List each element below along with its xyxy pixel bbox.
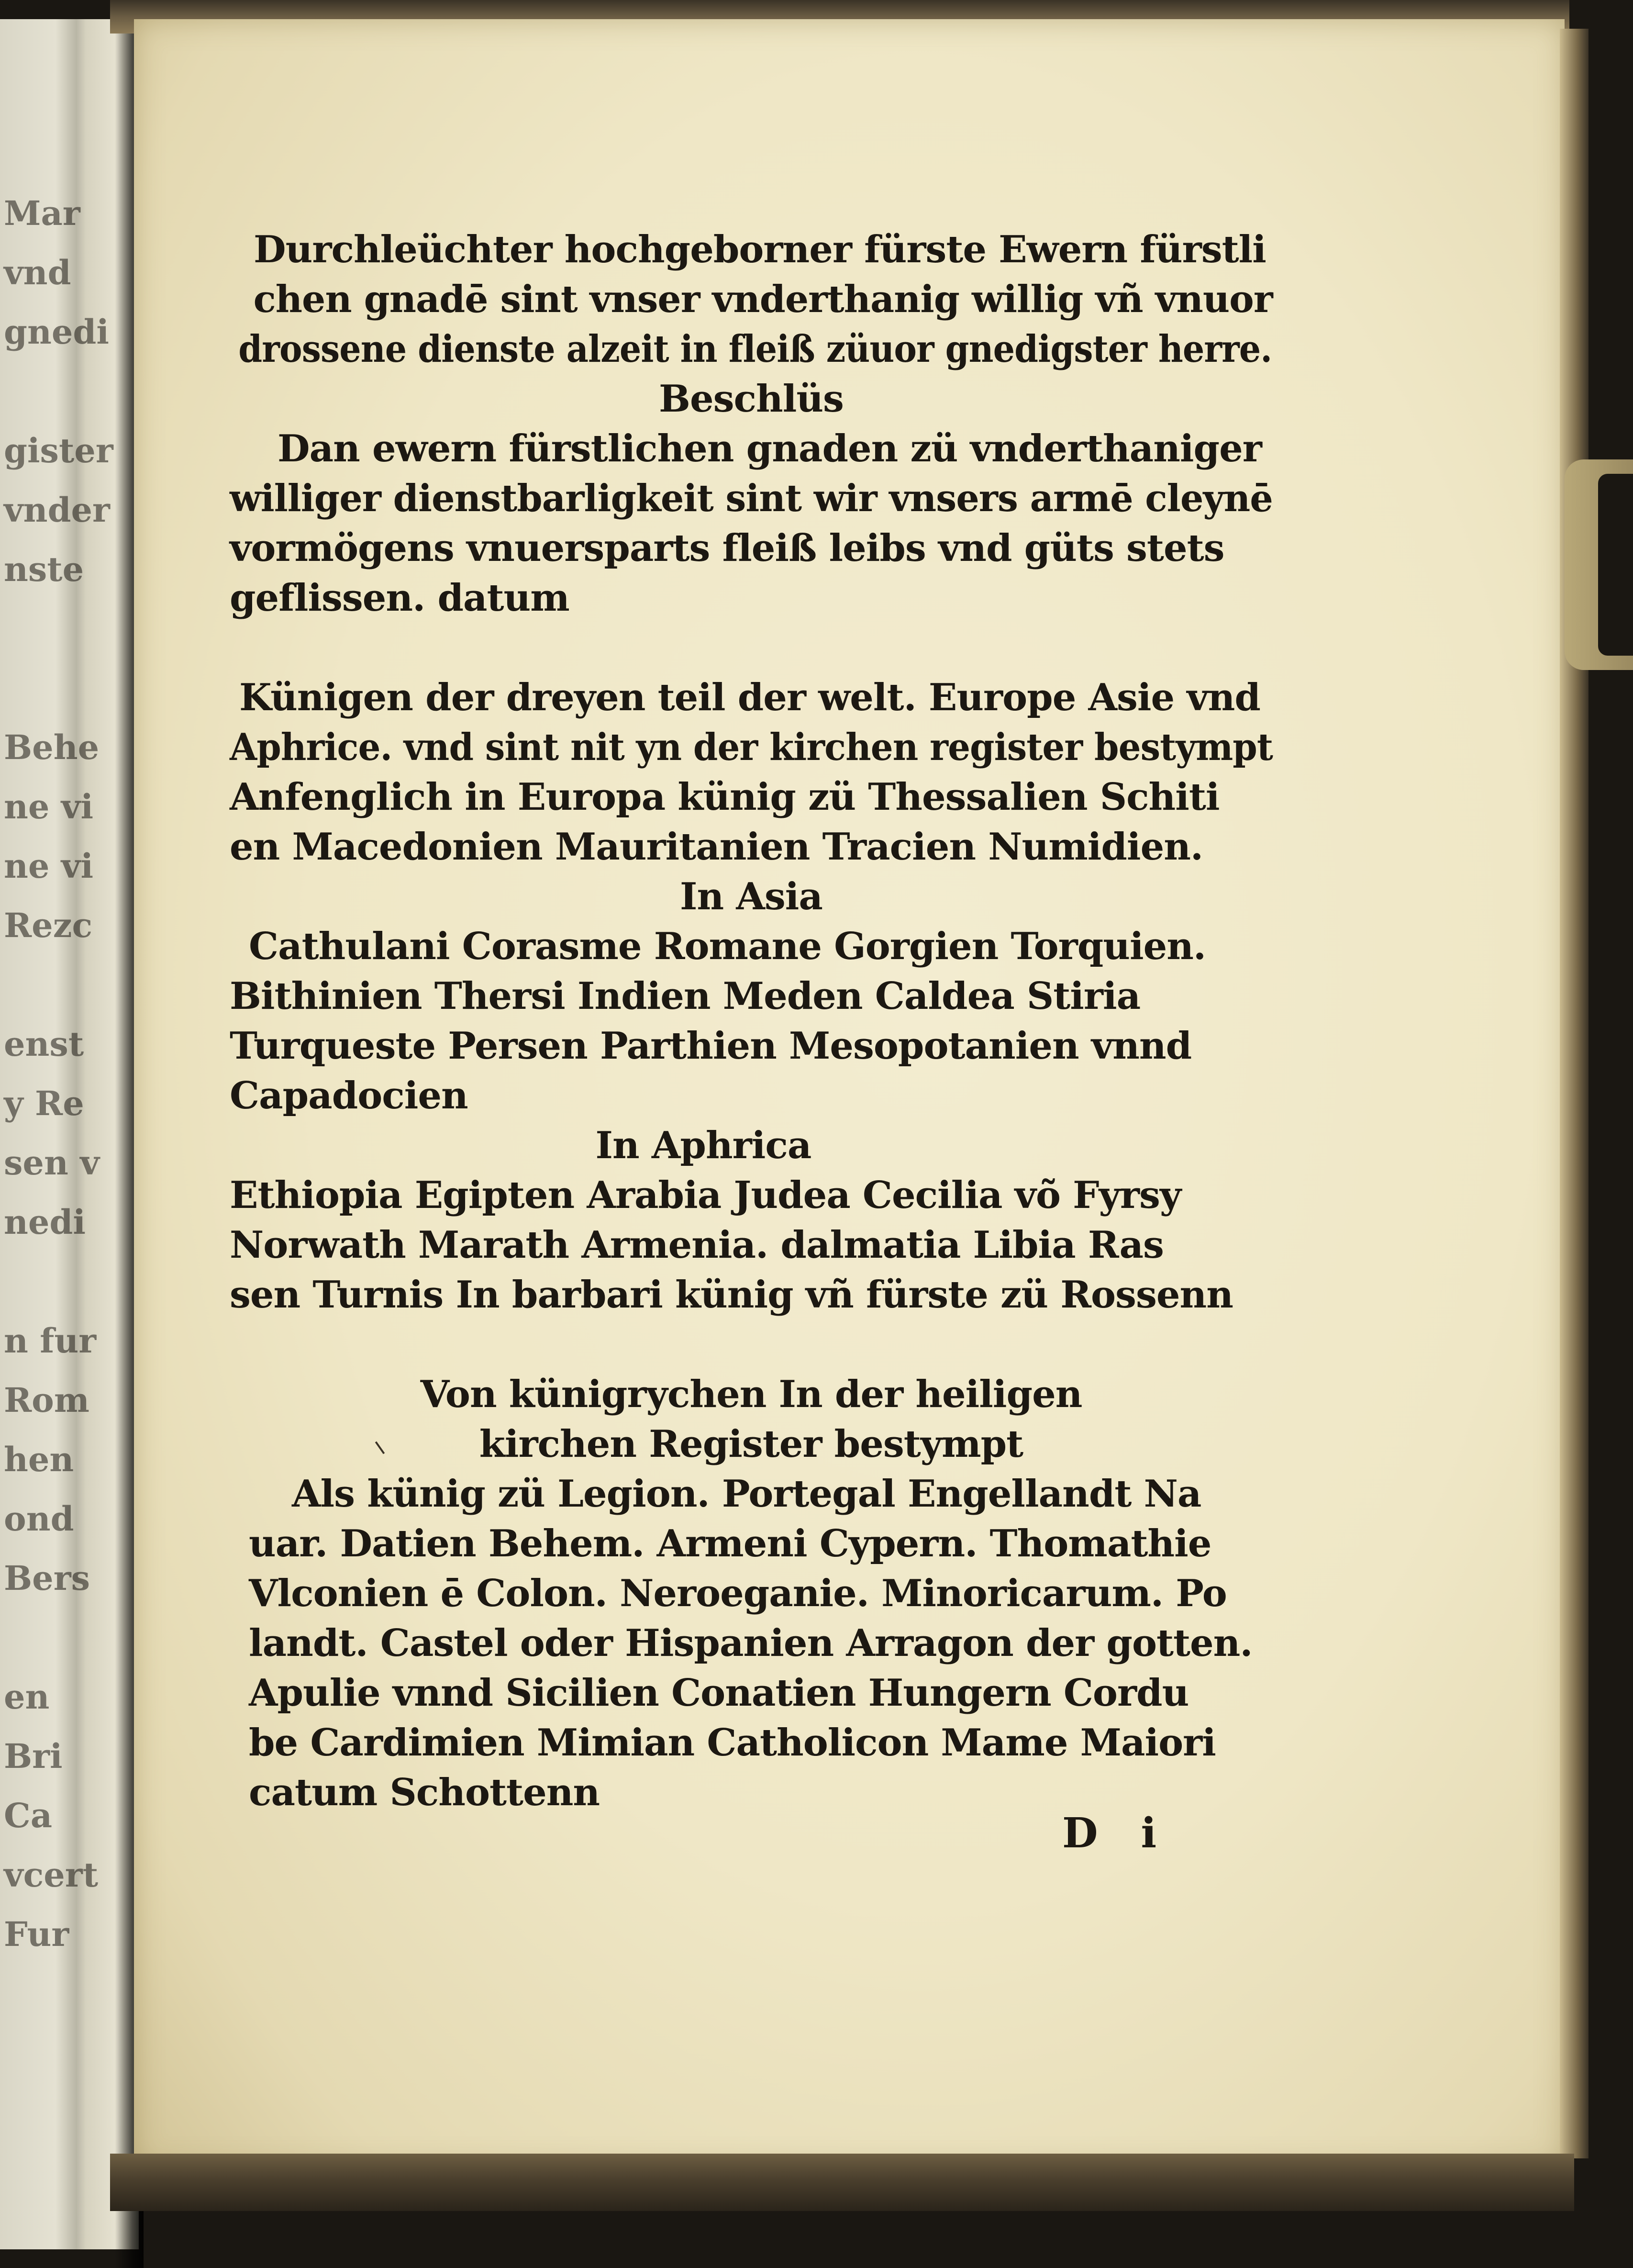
text-line: catum Schottenn [249,1771,600,1814]
previous-page-fragment: Rom [4,1380,89,1420]
text-line: drossene dienste alzeit in fleiß züuor gnedigster herre. [238,327,1272,371]
text-line: vormögens vnuersparts fleiß leibs vnd güts stets [230,526,1224,570]
text-line: Als künig zü Legion. Portegal Engellandt Na [292,1472,1201,1516]
text-line: Capadocien [230,1074,468,1117]
previous-page-fragment: n fur [4,1321,97,1361]
africa-paragraph [230,1171,1273,1320]
previous-page-fragment: gnedi [4,312,109,352]
text-line: Aphrice. vnd sint nit yn der kirchen register bestympt [230,726,1273,769]
previous-page-fragment: ne vi [4,846,94,886]
previous-page-fragment: Bri [4,1736,63,1776]
text-line: landt. Castel oder Hispanien Arragon der gotten. [249,1621,1253,1665]
asia-paragraph [230,922,1273,1121]
text-line: geflissen. datum [230,576,569,620]
bookmark-tab-shadow [1598,474,1633,656]
signature-mark: D i [1062,1809,1157,1857]
text-line: Durchleüchter hochgeborner fürste Ewern fürstli [254,228,1266,271]
text-line: Norwath Marath Armenia. dalmatia Libia Ras [230,1223,1164,1267]
text-line: Von künigrychen In der heiligen [420,1373,1082,1416]
text-line: Anfenglich in Europa künig zü Thessalien Schiti [230,775,1220,819]
page-bottom-edge [110,2154,1574,2211]
text-line: en Macedonien Mauritanien Tracien Numidien. [230,825,1203,869]
previous-page-fragment: en [4,1677,50,1717]
page-text-block [230,225,1273,1818]
text-line: Apulie vnnd Sicilien Conatien Hungern Cordu [249,1671,1189,1715]
previous-page-fragment: vnd [4,253,71,292]
closing-heading: Beschlüs [659,377,844,421]
text-line: Cathulani Corasme Romane Gorgien Torquien. [249,925,1206,968]
previous-page-fragment: Ca [4,1796,53,1835]
previous-page-fragment: nste [4,549,84,589]
kings-intro-paragraph [230,673,1273,872]
asia-heading: In Asia [680,875,822,918]
text-line: uar. Datien Behem. Armeni Cypern. Thomathie [249,1522,1211,1565]
previous-page-fragment: ne vi [4,787,94,827]
text-line: chen gnadē sint vnser vnderthanig willig vñ vnuor [253,278,1273,321]
text-line: Künigen der dreyen teil der welt. Europe Asie vnd [239,676,1260,719]
previous-page-fragment: nedi [4,1202,86,1242]
previous-page-fragment: vnder [4,490,110,530]
previous-page-fragment: gister [4,431,113,470]
text-line: Ethiopia Egipten Arabia Judea Cecilia võ Fyrsy [230,1173,1181,1217]
previous-page-fragment: vcert [4,1855,99,1895]
previous-page-fragment: Behe [4,727,100,767]
previous-page-fragment: ond [4,1499,74,1539]
register-heading [230,1370,1273,1469]
africa-heading: In Aphrica [595,1124,811,1167]
text-line: williger dienstbarligkeit sint wir vnsers armē cleynē [230,477,1273,520]
closing-paragraph [230,424,1273,623]
greeting-paragraph [230,225,1273,374]
previous-page-fragment: y Re [4,1084,84,1123]
previous-page-fragment: Mar [4,193,80,233]
text-line: Turqueste Persen Parthien Mesopotanien vnnd [230,1024,1192,1068]
text-line: kirchen Register bestympt [479,1422,1023,1466]
text-line: Bithinien Thersi Indien Meden Caldea Stiria [230,974,1141,1018]
page-fore-edge [1560,29,1589,2158]
previous-page-fragment: enst [4,1024,84,1064]
previous-page-fragment: Bers [4,1558,90,1598]
previous-page-fragment: Fur [4,1914,69,1954]
text-line: Dan ewern fürstlichen gnaden zü vnderthaniger [278,427,1262,470]
text-line: Vlconien ē Colon. Neroeganie. Minoricarum. Po [249,1572,1227,1615]
previous-page-fragment: sen v [4,1143,100,1183]
register-paragraph [230,1469,1273,1818]
previous-page-fragment: Rezc [4,905,93,945]
text-line: sen Turnis In barbari künig vñ fürste zü Rossenn [230,1273,1233,1317]
text-line: be Cardimien Mimian Catholicon Mame Maiori [249,1721,1216,1765]
previous-page-fragment: hen [4,1440,74,1479]
